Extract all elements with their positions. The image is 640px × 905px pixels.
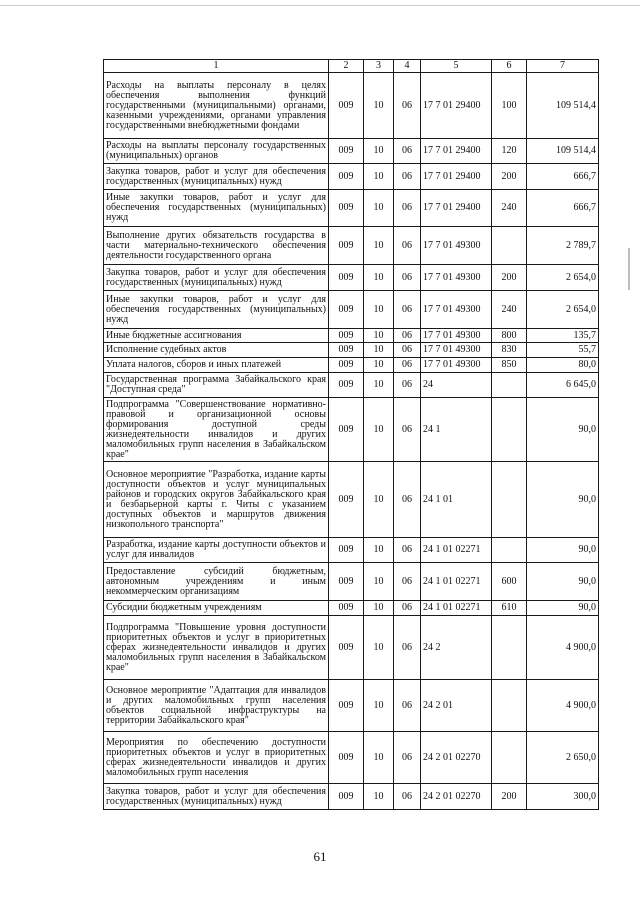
table-row (104, 373, 599, 398)
expense-name: Иные бюджетные ассигнования (104, 329, 329, 343)
expense-name: Мероприятия по обеспечению доступности приоритетных объектов и услуг в приоритетных сферах жизнедеятельности инвалидов и других маломобильных групп населения (104, 732, 329, 784)
expense-name: Расходы на выплаты персоналу государственных (муниципальных) органов (104, 139, 329, 164)
column-header: 7 (527, 60, 599, 73)
expense-type-code (492, 732, 527, 784)
ministry-code: 009 (329, 139, 364, 164)
table-row (104, 563, 599, 601)
expense-name: Предоставление субсидий бюджетным, автономным учреждениям и иным некоммерческим организациям (104, 563, 329, 601)
ministry-code: 009 (329, 538, 364, 563)
ministry-code: 009 (329, 164, 364, 190)
target-article-code: 17 7 01 29400 (421, 73, 492, 139)
subsection-code: 06 (394, 616, 421, 680)
section-code: 10 (364, 538, 394, 563)
expense-type-code: 100 (492, 73, 527, 139)
table-row (104, 329, 599, 343)
table-row (104, 601, 599, 616)
expense-name: Основное мероприятие "Разработка, издание карты доступности объектов и услуг муниципальных районов и городских округов Забайкальского края и безбарьерной карты г. Читы с указанием доступных объектов и маршрутов движения низкопольного транспорта" (104, 462, 329, 538)
ministry-code: 009 (329, 73, 364, 139)
subsection-code: 06 (394, 139, 421, 164)
column-header: 5 (421, 60, 492, 73)
expense-name: Основное мероприятие "Адаптация для инвалидов и других маломобильных групп населения объектов социальной инфраструктуры на территории Забайкальского края" (104, 680, 329, 732)
expense-name: Уплата налогов, сборов и иных платежей (104, 358, 329, 373)
expense-type-code (492, 680, 527, 732)
table-row (104, 265, 599, 291)
ministry-code: 009 (329, 563, 364, 601)
section-code: 10 (364, 73, 394, 139)
ministry-code: 009 (329, 601, 364, 616)
ministry-code: 009 (329, 190, 364, 227)
amount: 2 654,0 (527, 265, 599, 291)
expense-type-code (492, 227, 527, 265)
target-article-code: 17 7 01 49300 (421, 358, 492, 373)
expense-type-code: 600 (492, 563, 527, 601)
target-article-code: 24 1 01 02271 (421, 563, 492, 601)
subsection-code: 06 (394, 73, 421, 139)
ministry-code: 009 (329, 227, 364, 265)
ministry-code: 009 (329, 291, 364, 329)
table-header-row (104, 60, 599, 73)
expense-name: Расходы на выплаты персоналу в целях обеспечения выполнения функций государственными (муниципальными) органами, казенными учреждениями, органами управления государственными внебюджетными фондами (104, 73, 329, 139)
expense-name: Иные закупки товаров, работ и услуг для обеспечения государственных (муниципальных) нужд (104, 291, 329, 329)
expense-type-code: 120 (492, 139, 527, 164)
table-row (104, 398, 599, 462)
target-article-code: 24 1 (421, 398, 492, 462)
table-row (104, 538, 599, 563)
ministry-code: 009 (329, 732, 364, 784)
column-header: 2 (329, 60, 364, 73)
target-article-code: 17 7 01 49300 (421, 265, 492, 291)
subsection-code: 06 (394, 462, 421, 538)
expense-type-code: 200 (492, 164, 527, 190)
expense-name: Закупка товаров, работ и услуг для обеспечения государственных (муниципальных) нужд (104, 784, 329, 810)
target-article-code: 24 (421, 373, 492, 398)
table-row (104, 462, 599, 538)
expense-type-code (492, 538, 527, 563)
subsection-code: 06 (394, 291, 421, 329)
expense-name: Подпрограмма "Повышение уровня доступности приоритетных объектов и услуг в приоритетных сферах жизнедеятельности инвалидов и других маломобильных групп населения в Забайкальском крае" (104, 616, 329, 680)
ministry-code: 009 (329, 784, 364, 810)
section-code: 10 (364, 398, 394, 462)
section-code: 10 (364, 563, 394, 601)
section-code: 10 (364, 164, 394, 190)
expense-type-code (492, 616, 527, 680)
table-row (104, 732, 599, 784)
amount: 90,0 (527, 462, 599, 538)
table-row (104, 139, 599, 164)
table-row (104, 343, 599, 358)
table-row (104, 73, 599, 139)
target-article-code: 24 2 01 02270 (421, 732, 492, 784)
subsection-code: 06 (394, 227, 421, 265)
section-code: 10 (364, 601, 394, 616)
table-row (104, 164, 599, 190)
section-code: 10 (364, 784, 394, 810)
table-row (104, 784, 599, 810)
expense-name: Закупка товаров, работ и услуг для обеспечения государственных (муниципальных) нужд (104, 164, 329, 190)
ministry-code: 009 (329, 358, 364, 373)
expense-name: Субсидии бюджетным учреждениям (104, 601, 329, 616)
expense-type-code: 240 (492, 190, 527, 227)
table-row (104, 291, 599, 329)
subsection-code: 06 (394, 190, 421, 227)
target-article-code: 17 7 01 49300 (421, 329, 492, 343)
amount: 90,0 (527, 563, 599, 601)
amount: 109 514,4 (527, 139, 599, 164)
ministry-code: 009 (329, 373, 364, 398)
expense-type-code: 610 (492, 601, 527, 616)
top-edge-line (0, 5, 640, 6)
expense-name: Иные закупки товаров, работ и услуг для обеспечения государственных (муниципальных) нужд (104, 190, 329, 227)
page-number: 61 (313, 849, 327, 864)
target-article-code: 24 2 (421, 616, 492, 680)
amount: 2 789,7 (527, 227, 599, 265)
section-code: 10 (364, 190, 394, 227)
amount: 4 900,0 (527, 680, 599, 732)
subsection-code: 06 (394, 373, 421, 398)
expense-name: Выполнение других обязательств государства в части материально-технического обеспечения деятельности государственного органа (104, 227, 329, 265)
column-header: 3 (364, 60, 394, 73)
subsection-code: 06 (394, 398, 421, 462)
expense-name: Исполнение судебных актов (104, 343, 329, 358)
target-article-code: 24 2 01 (421, 680, 492, 732)
subsection-code: 06 (394, 164, 421, 190)
section-code: 10 (364, 291, 394, 329)
expense-type-code (492, 398, 527, 462)
amount: 109 514,4 (527, 73, 599, 139)
target-article-code: 17 7 01 49300 (421, 343, 492, 358)
section-code: 10 (364, 680, 394, 732)
amount: 80,0 (527, 358, 599, 373)
subsection-code: 06 (394, 563, 421, 601)
section-code: 10 (364, 227, 394, 265)
section-code: 10 (364, 329, 394, 343)
table-row (104, 227, 599, 265)
expense-name: Подпрограмма "Совершенствование нормативно-правовой и организационной основы формирования доступной среды жизнедеятельности инвалидов и других маломобильных групп населения в Забайкальском крае" (104, 398, 329, 462)
column-header: 1 (104, 60, 329, 73)
expense-type-code: 800 (492, 329, 527, 343)
subsection-code: 06 (394, 784, 421, 810)
expense-type-code: 200 (492, 784, 527, 810)
table-row (104, 680, 599, 732)
ministry-code: 009 (329, 680, 364, 732)
amount: 666,7 (527, 164, 599, 190)
column-header: 4 (394, 60, 421, 73)
amount: 135,7 (527, 329, 599, 343)
target-article-code: 24 1 01 02271 (421, 538, 492, 563)
section-code: 10 (364, 265, 394, 291)
target-article-code: 17 7 01 49300 (421, 291, 492, 329)
amount: 90,0 (527, 601, 599, 616)
expense-type-code: 200 (492, 265, 527, 291)
expense-name: Разработка, издание карты доступности объектов и услуг для инвалидов (104, 538, 329, 563)
target-article-code: 24 1 01 02271 (421, 601, 492, 616)
column-header: 6 (492, 60, 527, 73)
expense-type-code: 850 (492, 358, 527, 373)
amount: 666,7 (527, 190, 599, 227)
expense-type-code: 240 (492, 291, 527, 329)
section-code: 10 (364, 139, 394, 164)
expense-name: Государственная программа Забайкальского края "Доступная среда" (104, 373, 329, 398)
section-code: 10 (364, 343, 394, 358)
target-article-code: 24 2 01 02270 (421, 784, 492, 810)
ministry-code: 009 (329, 616, 364, 680)
section-code: 10 (364, 462, 394, 538)
target-article-code: 24 1 01 (421, 462, 492, 538)
target-article-code: 17 7 01 49300 (421, 227, 492, 265)
amount: 2 654,0 (527, 291, 599, 329)
amount: 300,0 (527, 784, 599, 810)
target-article-code: 17 7 01 29400 (421, 164, 492, 190)
budget-table (103, 59, 599, 810)
scan-edge-mark (628, 248, 630, 290)
amount: 6 645,0 (527, 373, 599, 398)
section-code: 10 (364, 373, 394, 398)
amount: 2 650,0 (527, 732, 599, 784)
ministry-code: 009 (329, 462, 364, 538)
subsection-code: 06 (394, 538, 421, 563)
table-row (104, 616, 599, 680)
subsection-code: 06 (394, 680, 421, 732)
amount: 4 900,0 (527, 616, 599, 680)
ministry-code: 009 (329, 398, 364, 462)
subsection-code: 06 (394, 601, 421, 616)
section-code: 10 (364, 616, 394, 680)
section-code: 10 (364, 358, 394, 373)
table-row (104, 358, 599, 373)
ministry-code: 009 (329, 329, 364, 343)
table-row (104, 190, 599, 227)
subsection-code: 06 (394, 343, 421, 358)
expense-name: Закупка товаров, работ и услуг для обеспечения государственных (муниципальных) нужд (104, 265, 329, 291)
subsection-code: 06 (394, 732, 421, 784)
subsection-code: 06 (394, 265, 421, 291)
expense-type-code (492, 462, 527, 538)
amount: 55,7 (527, 343, 599, 358)
ministry-code: 009 (329, 343, 364, 358)
expense-type-code (492, 373, 527, 398)
amount: 90,0 (527, 538, 599, 563)
target-article-code: 17 7 01 29400 (421, 139, 492, 164)
target-article-code: 17 7 01 29400 (421, 190, 492, 227)
amount: 90,0 (527, 398, 599, 462)
expense-type-code: 830 (492, 343, 527, 358)
ministry-code: 009 (329, 265, 364, 291)
subsection-code: 06 (394, 358, 421, 373)
section-code: 10 (364, 732, 394, 784)
subsection-code: 06 (394, 329, 421, 343)
